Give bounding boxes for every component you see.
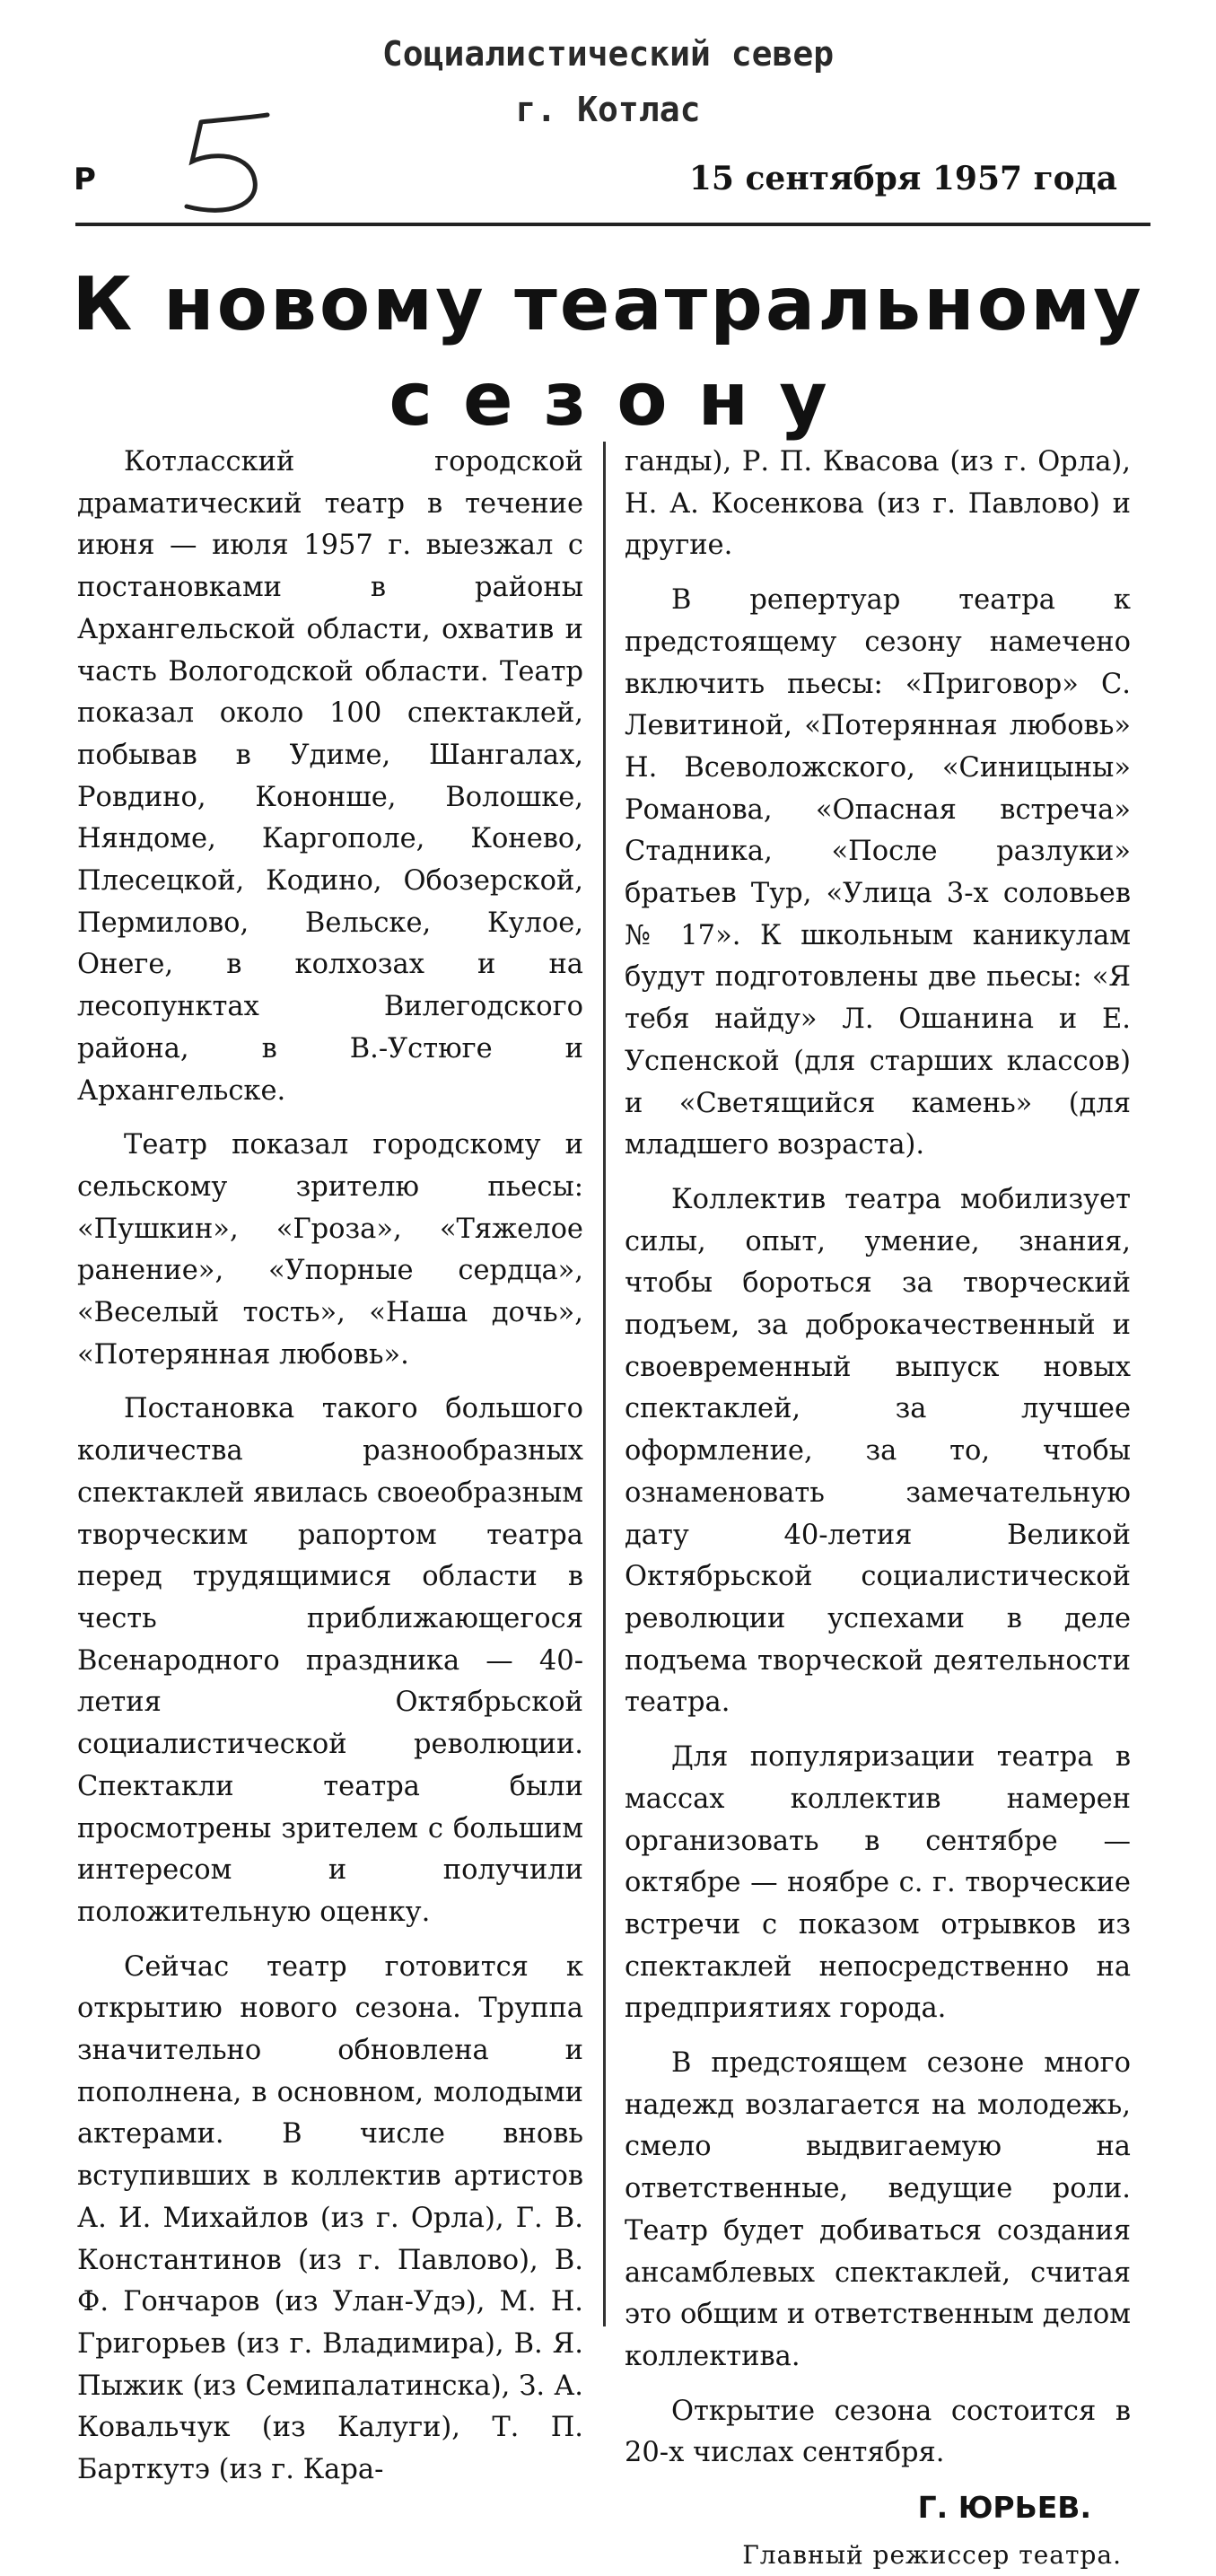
paragraph: В предстоящем сезоне много надежд возлагается на молодежь, смело выдвигаемую на ответственные, ведущие роли. Театр будет добиваться создания ансамблевых спектаклей, считая это общим и ответственным делом коллектива. bbox=[625, 2047, 1132, 2372]
paragraph: Котласский городской драматический театр в течение июня — июля 1957 г. выезжал с постановками в районы Архангельской области, охватив и часть Вологодской области. Театр показал около 100 спектаклей, побывав в Удиме, Шангалах, Ровдино, Кононше, Волошке, Няндоме, Каргополе, Конево, Плесецкой, Кодино, Обозерской, Пермилово, Вельске, Кулое, Онеге, в колхозах и на лесопунктах Вилегодского района, в В.-Устюге и Архангельске. bbox=[77, 446, 583, 1107]
article-right-column bbox=[625, 442, 1131, 2576]
paragraph: Постановка такого большого количества разнообразных спектаклей явилась своеобразным творческим рапортом театра перед трудящимися области в честь приближающегося Всенародного праздника — 40-летия Октябрьской социалистической революции. Спектакли театра были просмотрены зрителем с большим интересом и получили положительную оценку. bbox=[77, 1393, 583, 1928]
article-left-column bbox=[77, 442, 583, 2504]
paragraph: Сейчас театр готовится к открытию нового сезона. Труппа значительно обновлена и пополнена, в основном, молодыми актерами. В числе вновь вступивших в коллектив артистов А. И. Михайлов (из г. Орла), Г. В. Константинов (из г. Павлово), В. Ф. Гончаров (из Улан-Удэ), М. Н. Григорьев (из г. Владимира), В. Я. Пыжик (из Семипалатинска), З. А. Ковальчук (из Калуги), Т. П. Барткутэ (из г. Кара- bbox=[77, 1950, 583, 2486]
article-title: К новому театральному bbox=[72, 262, 1144, 347]
newspaper-stamp: Социалистический север bbox=[381, 34, 835, 74]
city-stamp: г. Котлас bbox=[515, 90, 701, 129]
paragraph: ганды), Р. П. Квасова (из г. Орла), Н. А. Косенкова (из г. Павлово) и другие. bbox=[625, 446, 1131, 562]
author-role: Главный режиссер театра. bbox=[742, 2539, 1122, 2570]
column-divider bbox=[603, 442, 606, 2326]
handwritten-page-number bbox=[162, 99, 296, 224]
paragraph: Открытие сезона состоится в 20-х числах сентября. bbox=[625, 2395, 1131, 2469]
paragraph: Для популяризации театра в массах коллектив намерен организовать в сентябре — октябре — ноябре с. г. творческие встречи с показом отрывков из спектаклей непосредственно на предприятиях города. bbox=[625, 1741, 1131, 2025]
page-prefix-letter: Р bbox=[74, 162, 96, 197]
header-rule bbox=[75, 223, 1150, 226]
issue-date: 15 сентября 1957 года bbox=[688, 160, 1117, 197]
article-title-second-line: сезону bbox=[389, 357, 858, 442]
paragraph: В репертуар театра к предстоящему сезону намечено включить пьесы: «Приговор» С. Левитиной, «Потерянная любовь» Н. Всеволожского, «Синицыны» Романова, «Опасная встреча» Стадника, «После разлуки» братьев Тур, «Улица 3-х соловьев № 17». К школьным каникулам будут подготовлены две пьесы: «Я тебя найду» Л. Ошанина и Е. Успенской (для старших классов) и «Светящийся камень» (для младшего возраста). bbox=[625, 584, 1131, 1161]
paragraph: Коллектив театра мобилизует силы, опыт, умение, знания, чтобы бороться за творческий подъем, за доброкачественный и своевременный выпуск новых спектаклей, за лучшее оформление, за то, чтобы ознаменовать замечательную дату 40-летия Великой Октябрьской социалистической революции успехами в деле подъема творческой деятельности театра. bbox=[625, 1183, 1131, 1719]
author-signature: Г. ЮРЬЕВ. bbox=[917, 2490, 1091, 2526]
paragraph: Театр показал городскому и сельскому зрителю пьесы: «Пушкин», «Гроза», «Тяжелое ранение», «Упорные сердца», «Веселый тость», «Наша дочь», «Потерянная любовь». bbox=[77, 1129, 583, 1371]
